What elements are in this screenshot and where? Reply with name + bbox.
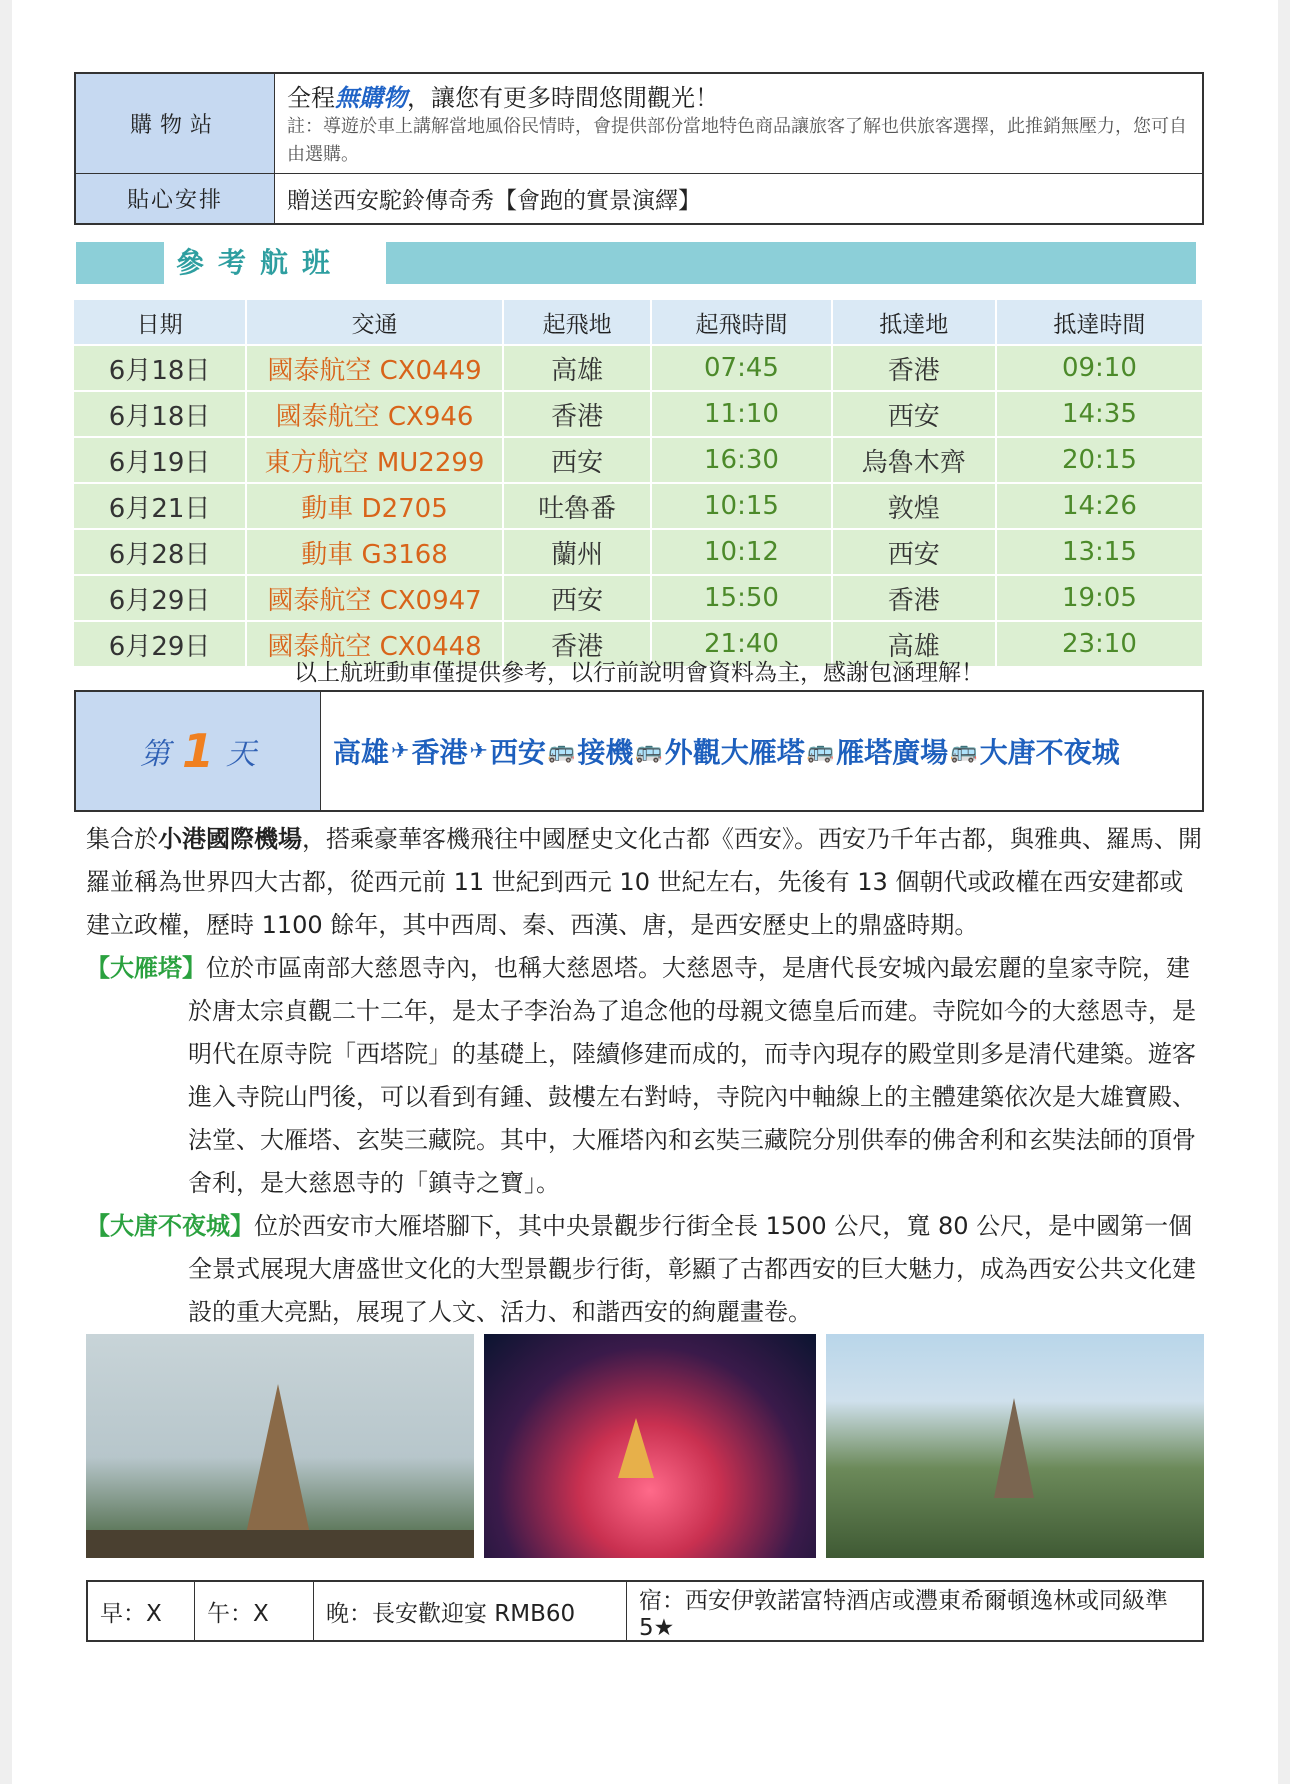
shopping-note: 註：導遊於車上講解當地風俗民情時，會提供部份當地特色商品讓旅客了解也供旅客選擇，此推銷無壓力，您可自由選購。: [287, 116, 1187, 165]
flight-cell-city: 香港: [832, 575, 996, 621]
flight-cell-city: 高雄: [503, 345, 652, 391]
flight-cell-date: 6月18日: [74, 345, 246, 391]
flight-row: [74, 391, 1203, 437]
flight-cell-time: 14:35: [996, 391, 1203, 437]
shopping-headline: [287, 78, 1190, 113]
flight-cell-date: 6月29日: [74, 575, 246, 621]
route-stop: 大唐不夜城: [979, 736, 1120, 769]
flight-cell-date: 6月18日: [74, 391, 246, 437]
photo-pagoda-trees: [86, 1334, 474, 1558]
intro-post: ，搭乘豪華客機飛往中國歷史文化古都《西安》。西安乃千年古都，與雅典、羅馬、開羅並稱為世界四大古都，從西元前 11 世紀到西元 10 世紀左右，先後有 13 個朝代或政權在西安建都或建立政權，歷時 1100 餘年，其中西周、秦、西漢、唐，是西安歷史上的鼎盛時期。: [86, 825, 1202, 939]
flight-cell-city: 敦煌: [832, 483, 996, 529]
flight-cell-date: 6月21日: [74, 483, 246, 529]
flight-cell-city: 烏魯木齊: [832, 437, 996, 483]
ground-shape: [86, 1530, 474, 1558]
flight-cell-time: 13:15: [996, 529, 1203, 575]
intro-pre: 集合於: [86, 825, 158, 853]
route-stop: 香港: [411, 736, 468, 769]
p2-title: 【大唐不夜城】: [86, 1212, 254, 1240]
flights-header-row: [74, 300, 1203, 345]
section-title: 參考航班: [176, 246, 345, 279]
flight-cell-carrier: 國泰航空 CX946: [246, 391, 503, 437]
flights-table: [74, 300, 1204, 666]
flight-cell-carrier: 動車 D2705: [246, 483, 503, 529]
flight-cell-time: 21:40: [651, 621, 831, 666]
flight-cell-time: 16:30: [651, 437, 831, 483]
shopping-suffix: ，讓您有更多時間悠閒觀光！: [407, 84, 719, 112]
shopping-row: [76, 74, 1202, 174]
care-text: 贈送西安駝鈴傳奇秀【會跑的實景演繹】: [287, 188, 701, 214]
day-suffix: 天: [226, 737, 256, 772]
route-stop: 外觀大雁塔: [664, 736, 805, 769]
paragraph-datang-everbright-city: [86, 1205, 1204, 1334]
light-tower-shape: [618, 1418, 654, 1478]
route-stop: 高雄: [333, 736, 390, 769]
photo-night-city: [484, 1334, 816, 1558]
day-header: [74, 690, 1204, 812]
flight-cell-time: 23:10: [996, 621, 1203, 666]
meals-bar: [86, 1580, 1204, 1642]
flight-cell-date: 6月29日: [74, 621, 246, 666]
care-row: [76, 174, 1202, 223]
day-number: 1: [181, 724, 214, 778]
route-stop: 接機: [577, 736, 634, 769]
meal-hotel: 宿：西安伊敦諾富特酒店或灃東希爾頓逸林或同級準 5★: [639, 1587, 1168, 1641]
photo-pagoda-aerial: [826, 1334, 1204, 1558]
flight-cell-time: 10:15: [651, 483, 831, 529]
flight-row: [74, 529, 1203, 575]
intro-airport: 小港國際機場: [158, 825, 302, 853]
day-prefix: 第: [139, 737, 170, 772]
flight-cell-date: 6月28日: [74, 529, 246, 575]
intro-paragraph: [86, 818, 1204, 947]
flight-cell-time: 14:26: [996, 483, 1203, 529]
flight-cell-city: 西安: [503, 575, 652, 621]
flights-header-cell: 抵達時間: [996, 300, 1203, 345]
meal-dinner: 晚：長安歡迎宴 RMB60: [314, 1582, 627, 1640]
flight-cell-carrier: 國泰航空 CX0449: [246, 345, 503, 391]
bus-icon: 🚌: [635, 738, 663, 764]
plane-icon: ✈: [469, 738, 488, 764]
route-stop: 西安: [489, 736, 546, 769]
flight-row: [74, 345, 1203, 391]
day-label: [76, 692, 321, 810]
flight-cell-time: 11:10: [651, 391, 831, 437]
flight-cell-time: 15:50: [651, 575, 831, 621]
flight-cell-carrier: 國泰航空 CX0448: [246, 621, 503, 666]
flight-cell-city: 蘭州: [503, 529, 652, 575]
flight-row: [74, 575, 1203, 621]
flight-cell-city: 高雄: [832, 621, 996, 666]
flight-cell-city: 香港: [503, 621, 652, 666]
flight-cell-city: 吐魯番: [503, 483, 652, 529]
flight-cell-time: 20:15: [996, 437, 1203, 483]
shopping-label: 購物站: [76, 74, 275, 173]
bus-icon: 🚌: [806, 738, 835, 764]
shopping-prefix: 全程: [287, 84, 335, 112]
p1-text: 位於市區南部大慈恩寺內，也稱大慈恩塔。大慈恩寺，是唐代長安城內最宏麗的皇家寺院，建於唐太宗貞觀二十二年，是太子李治為了追念他的母親文德皇后而建。寺院如今的大慈恩寺，是明代在原寺院「西塔院」的基礎上，陸續修建而成的，而寺內現存的殿堂則多是清代建築。遊客進入寺院山門後，可以看到有鍾、鼓樓左右對峙，寺院內中軸線上的主體建築依次是大雄寶殿、法堂、大雁塔、玄奘三藏院。其中，大雁塔內和玄奘三藏院分別供奉的佛舍利和玄奘法師的頂骨舍利，是大慈恩寺的「鎮寺之寶」。: [188, 954, 1196, 1197]
p2-text: 位於西安市大雁塔腳下，其中央景觀步行街全長 1500 公尺，寬 80 公尺，是中國第一個全景式展現大唐盛世文化的大型景觀步行街，彰顯了古都西安的巨大魅力，成為西安公共文化建設的重大亮點，展現了人文、活力、和諧西安的絢麗畫卷。: [188, 1212, 1196, 1326]
flight-cell-carrier: 動車 G3168: [246, 529, 503, 575]
flight-cell-time: 19:05: [996, 575, 1203, 621]
care-label: 貼心安排: [76, 174, 275, 223]
flights-header-cell: 交通: [246, 300, 503, 345]
flight-row: [74, 437, 1203, 483]
flights-body: [74, 345, 1203, 666]
pagoda-shape-aerial: [994, 1398, 1034, 1498]
day-route: [321, 692, 1202, 810]
flight-cell-time: 09:10: [996, 345, 1203, 391]
plane-icon: ✈: [391, 738, 410, 764]
flights-header-cell: 起飛時間: [651, 300, 831, 345]
info-table: [74, 72, 1204, 225]
bus-icon: 🚌: [950, 738, 978, 764]
pagoda-shape: [246, 1384, 310, 1534]
flight-cell-carrier: 東方航空 MU2299: [246, 437, 503, 483]
shopping-emphasis: 無購物: [335, 84, 407, 112]
flight-cell-city: 西安: [832, 529, 996, 575]
flights-header-cell: 起飛地: [503, 300, 652, 345]
itinerary-body: [86, 818, 1204, 1334]
flight-cell-city: 西安: [503, 437, 652, 483]
flight-cell-time: 07:45: [651, 345, 831, 391]
flight-cell-carrier: 國泰航空 CX0947: [246, 575, 503, 621]
flights-header-cell: 抵達地: [832, 300, 996, 345]
flight-cell-city: 香港: [503, 391, 652, 437]
meal-breakfast: 早：X: [88, 1582, 195, 1640]
p1-title: 【大雁塔】: [86, 954, 206, 982]
paragraph-big-wild-goose-pagoda: [86, 947, 1204, 1205]
flight-cell-city: 香港: [832, 345, 996, 391]
bus-icon: 🚌: [547, 738, 576, 764]
flights-header-cell: 日期: [74, 300, 246, 345]
route-stop: 雁塔廣場: [836, 736, 949, 769]
flight-cell-city: 西安: [832, 391, 996, 437]
meal-lunch: 午：X: [195, 1582, 314, 1640]
flight-cell-date: 6月19日: [74, 437, 246, 483]
flight-row: [74, 483, 1203, 529]
shopping-body: [275, 74, 1202, 173]
flight-cell-time: 10:12: [651, 529, 831, 575]
flights-note: 以上航班動車僅提供參考，以行前說明會資料為主，感謝包涵理解！: [294, 660, 984, 686]
